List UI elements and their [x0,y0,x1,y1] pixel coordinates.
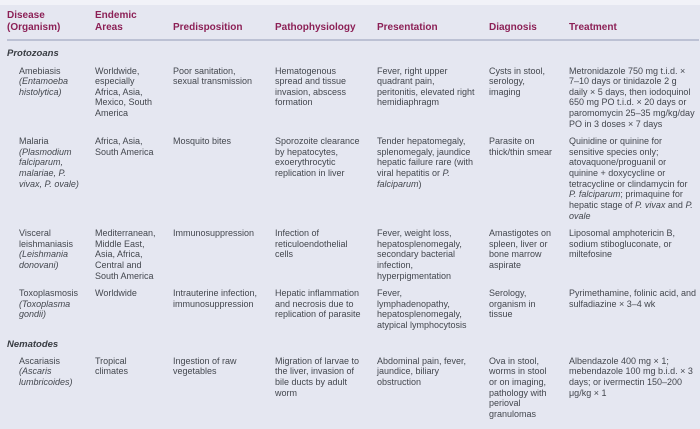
parasitic-diseases-table [7,5,699,420]
disease-name: Amebiasis [19,65,61,76]
disease-name: Visceral leishmaniasis [19,228,74,249]
col-header-endemic-areas: Endemic Areas [95,5,173,40]
treatment-cell: Liposomal amphotericin B, sodium stibogluconate, or miltefosine [569,228,676,260]
table-row [7,282,699,331]
treatment-cell: Quinidine or quinine for sensitive species only; atovaquone/proguanil or quinine + doxycycline or tetracycline or clindamycin for P. falciparum; primaquine for hepatic stage of P. vivax and P. ovale [569,136,693,221]
endemic-areas-cell: Tropical climates [95,355,129,377]
treatment-cell: Pyrimethamine, folinic acid, and sulfadiazine × 3–4 wk [569,288,697,309]
disease-cell [7,60,95,131]
disease-cell [7,350,95,421]
pathophysiology-cell: Hepatic inflammation and necrosis due to replication of parasite [275,288,361,320]
col-header-predisposition: Predisposition [173,5,275,40]
table-header [7,5,699,40]
disease-organism: (Plasmodium falciparum, malariae, P. vivax, P. ovale) [19,146,79,189]
disease-organism: (Leishmania donovani) [19,249,69,270]
section-title: Nematodes [7,338,59,350]
disease-organism: (Ascaris lumbricoides) [19,366,73,388]
diagnosis-cell: Serology, organism in tissue [489,288,536,320]
col-header-pathophysiology: Pathophysiology [275,5,377,40]
presentation-cell: Abdominal pain, fever, jaundice, biliary obstruction [377,355,467,388]
disease-cell [7,282,95,331]
pathophysiology-cell: Hematogenous spread and tissue invasion, abscess formation [275,65,347,108]
diagnosis-cell: Cysts in stool, serology, imaging [489,65,546,97]
pathophysiology-cell: Sporozoite clearance by hepatocytes, exoerythrocytic replication in liver [275,136,360,179]
endemic-areas-cell: Worldwide [95,288,137,299]
section-header-row [7,332,699,350]
pathophysiology-cell: Infection of reticuloendothelial cells [275,228,348,260]
presentation-cell: Fever, lymphadenopathy, hepatosplenomegaly, atypical lymphocytosis [377,288,467,330]
diagnosis-cell: Ova in stool, worms in stool or on imaging, pathology with perioval granulomas [489,355,547,419]
col-header-diagnosis: Diagnosis [489,5,569,40]
predisposition-cell: Intrauterine infection, immunosuppression [173,288,258,309]
col-header-disease: Disease (Organism) [7,5,95,40]
table-row [7,222,699,282]
table-row [7,60,699,131]
treatment-cell: Metronidazole 750 mg t.i.d. × 7–10 days or tinidazole 2 g daily × 5 days, then iodoquinol 650 mg PO t.i.d. × 20 days or paromomycin 25–35 mg/kg/day PO in 3 doses × 7 days [569,65,695,129]
endemic-areas-cell: Worldwide, especially Africa, Asia, Mexico, South America [95,65,153,119]
predisposition-cell: Poor sanitation, sexual transmission [173,65,253,87]
endemic-areas-cell: Africa, Asia, South America [95,136,154,157]
disease-cell [7,130,95,222]
presentation-cell: Fever, right upper quadrant pain, peritonitis, elevated right hemidiaphragm [377,65,475,108]
table-row [7,350,699,421]
col-header-presentation: Presentation [377,5,489,40]
disease-organism: (Entamoeba histolytica) [19,76,69,97]
disease-name: Ascariasis [19,355,61,366]
disease-name: Malaria [19,136,49,147]
predisposition-cell: Mosquito bites [173,136,232,147]
disease-name: Toxoplasmosis [19,288,79,299]
section-title: Protozoans [7,48,59,60]
disease-organism: (Toxoplasma gondii) [19,298,71,320]
diagnosis-cell: Parasite on thick/thin smear [489,136,553,157]
predisposition-cell: Ingestion of raw vegetables [173,355,237,377]
table-row [7,130,699,222]
predisposition-cell: Immunosuppression [173,228,255,239]
section-header-row [7,40,699,59]
disease-cell [7,222,95,282]
header-row [7,5,699,40]
pathophysiology-cell: Migration of larvae to the liver, invasion of bile ducts by adult worm [275,355,360,398]
presentation-cell: Fever, weight loss, hepatosplenomegaly, secondary bacterial infection, hyperpigmentation [377,228,462,281]
table-body [7,40,699,420]
treatment-cell: Albendazole 400 mg × 1; mebendazole 100 mg b.i.d. × 3 days; or ivermectin 150–200 μg/kg × 1 [569,355,693,398]
endemic-areas-cell: Mediterranean, Middle East, Asia, Africa, Central and South America [95,228,156,281]
col-header-treatment: Treatment [569,5,699,40]
presentation-cell: Tender hepatomegaly, splenomegaly, jaundice hepatic failure rare (with viral hepatitis or P. falciparum) [377,136,474,189]
diagnosis-cell: Amastigotes on spleen, liver or bone marrow aspirate [489,228,552,270]
